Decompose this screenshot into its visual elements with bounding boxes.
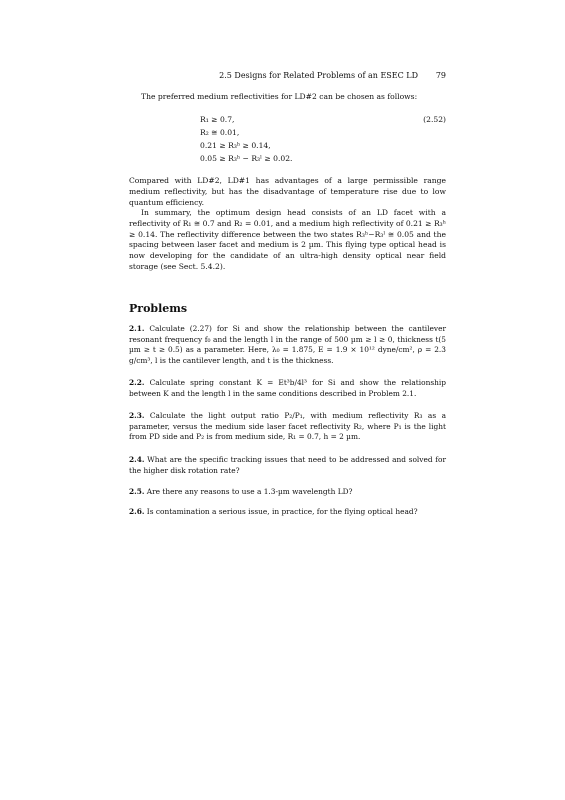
equation-line: R₁ ≥ 0.7,	[200, 115, 235, 124]
problem-item	[129, 507, 446, 518]
problem-item	[129, 487, 446, 498]
problem-text: Calculate (2.27) for Si and show the relationship between the cantilever resonant frequency f₀ and the length l in the range of 500 µm ≥ l ≥ 0, thickness t(5 µm ≥ t ≥ 0.5) as a parameter. Here, λ₀ = 1.875, E = 1.9 × 10¹² dyne/cm², ρ = 2.3 g/cm³, l is the cantilever length, and t is the thickness.	[129, 324, 446, 365]
problem-number: 2.5.	[129, 487, 145, 496]
problem-text: Is contamination a serious issue, in practice, for the flying optical head?	[146, 507, 418, 516]
comparison-paragraph: Compared with LD#2, LD#1 has advantages of a large permissible range medium reflectivity, but has the disadvantage of temperature rise due to low quantum efficiency.	[129, 176, 446, 207]
problem-text: Are there any reasons to use a 1.3-µm wavelength LD?	[146, 487, 353, 496]
page-header	[129, 71, 446, 83]
problem-item	[129, 455, 446, 476]
equation-number: (2.52)	[423, 115, 446, 124]
equation-line: 0.21 ≥ R₃ʰ ≥ 0.14,	[200, 141, 271, 150]
page-number: 79	[435, 71, 446, 80]
equation-line: 0.05 ≥ R₃ʰ − R₃ˡ ≥ 0.02.	[200, 154, 293, 163]
problem-number: 2.2.	[129, 378, 145, 387]
problem-number: 2.1.	[129, 324, 145, 333]
problem-text: Calculate the light output ratio P₂/P₁, with medium reflectivity R₃ as a parameter, versus the medium side laser facet reflectivity R₂, where P₁ is the light from PD side and P₂ is from medium side, R₁ = 0.7, h = 2 µm.	[129, 411, 446, 442]
problem-text: Calculate spring constant K = Et³b/4l³ for Si and show the relationship between K and the length l in the same conditions described in Problem 2.1.	[129, 378, 446, 398]
equation-line: R₂ ≅ 0.01,	[200, 128, 240, 137]
problem-number: 2.3.	[129, 411, 145, 420]
problem-number: 2.6.	[129, 507, 145, 516]
problem-text: What are the specific tracking issues that need to be addressed and solved for the higher disk rotation rate?	[129, 455, 446, 475]
problem-item	[129, 411, 446, 443]
problem-item	[129, 378, 446, 399]
summary-paragraph: In summary, the optimum design head consists of an LD facet with a reflectivity of R₁ ≅ 0.7 and R₂ = 0.01, and a medium high reflectivity of 0.21 ≥ R₃ʰ ≥ 0.14. The reflectivity difference between the two states R₃ʰ−R₃ˡ ≅ 0.05 and the spacing between laser facet and medium is 2 µm. This flying type optical head is now developing for the candidate of an ultra-high density optical near field storage (see Sect. 5.4.2).	[129, 208, 446, 271]
section-title: Problems	[129, 302, 188, 315]
running-title: 2.5 Designs for Related Problems of an ESEC LD	[219, 71, 418, 80]
intro-paragraph: The preferred medium reflectivities for LD#2 can be chosen as follows:	[141, 92, 418, 101]
equation-block	[200, 115, 446, 167]
problem-item	[129, 324, 446, 366]
problem-number: 2.4.	[129, 455, 145, 464]
